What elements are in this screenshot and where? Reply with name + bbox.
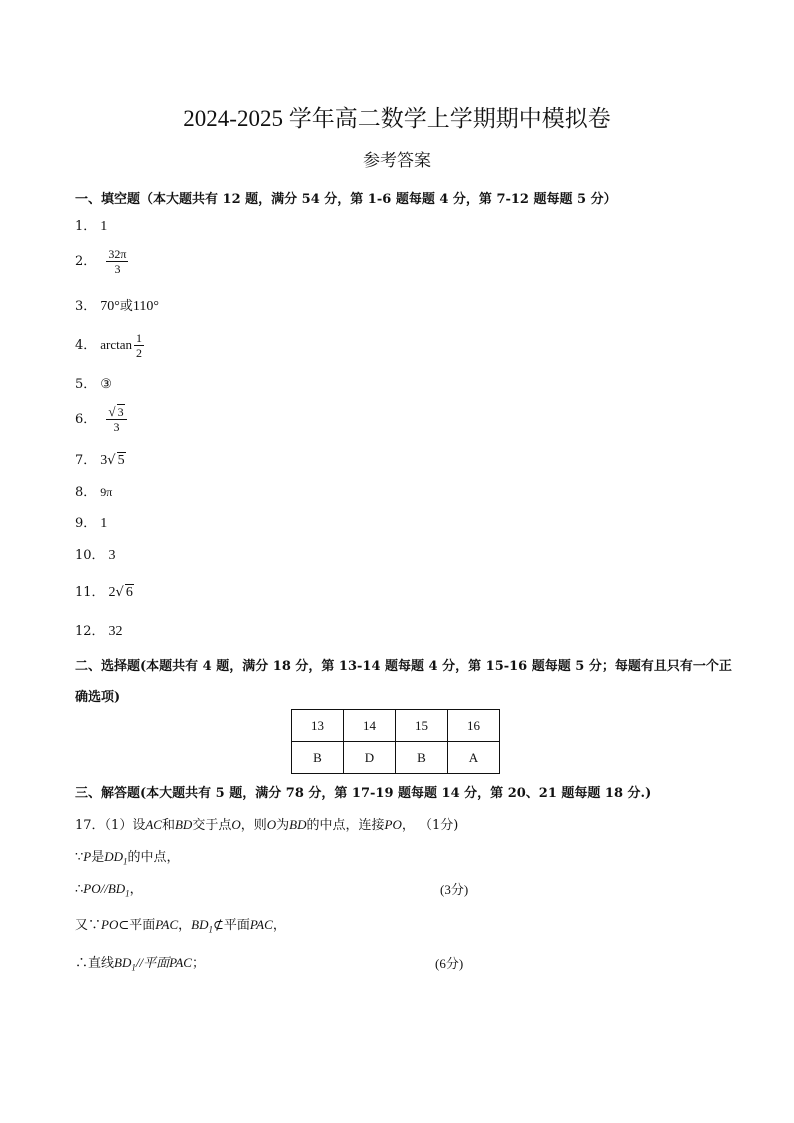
table-row	[292, 710, 500, 742]
answer-5: 5． ③	[75, 377, 112, 392]
page-title: 2024-2025 学年高二数学上学期期中模拟卷	[183, 106, 611, 131]
solution-17-line-5: ∴直线$BD_1//$平面PAC；	[75, 955, 205, 973]
table-cell: 16	[448, 710, 500, 742]
answer-3: 3． 70°或110°	[75, 299, 159, 314]
fraction: $\frac{√ 3}{3}$	[106, 405, 126, 434]
table-cell: B	[396, 742, 448, 774]
fraction: $\frac{32\pi}{3}$	[108, 247, 127, 276]
answer-7: 7． 3√ 5	[75, 453, 125, 468]
score-note: (3分)	[440, 882, 469, 897]
answer-6: 6． $\frac{√ 3}{3}$	[75, 405, 129, 434]
answer-11: 11． 2√ 6	[75, 585, 133, 600]
page-subtitle: 参考答案	[363, 151, 431, 171]
answer-2: 2． $\frac{32\pi}{3}$	[75, 247, 127, 276]
answer-4: 4． arctan $\frac{1}{2}$	[75, 331, 143, 360]
section-choice-heading: 二、选择题(本题共有 4 题，满分 18 分，第 13-14 题每题 4 分，第 15-16 题每题 5 分；每题有且只有一个正	[75, 659, 732, 674]
solution-17-line-3: $\therefore PO//BD_1$，	[75, 881, 143, 899]
table-cell: 14	[344, 710, 396, 742]
table-cell: B	[292, 742, 344, 774]
table-cell: 15	[396, 710, 448, 742]
answer-1: 1． 1	[75, 219, 108, 234]
answer-9: 9． 1	[75, 516, 108, 531]
section-choice-heading-cont: 确选项)	[75, 690, 121, 705]
solution-17-line-2: ∵P是$DD_1$的中点，	[75, 849, 180, 867]
table-cell: A	[448, 742, 500, 774]
fraction: $\frac{1}{2}$	[136, 331, 143, 360]
section-fill-heading: 一、填空题（本大题共有 12 题，满分 54 分，第 1-6 题每题 4 分，第 7-12 题每题 5 分）	[75, 192, 617, 207]
answer-8: 8． 9π	[75, 485, 113, 500]
solution-17-line-1: 17．（1）设AC和BD交于点O，则O为BD的中点，连接PO， （1分)	[75, 817, 459, 833]
answer-10: 10． 3	[75, 548, 116, 563]
answer-12: 12． 32	[75, 624, 123, 639]
choice-answer-table	[291, 709, 500, 774]
score-note: (6分)	[435, 956, 464, 971]
section-solve-heading: 三、解答题(本大题共有 5 题，满分 78 分，第 17-19 题每题 14 分，第 20、21 题每题 18 分.)	[75, 786, 652, 801]
table-cell: 13	[292, 710, 344, 742]
solution-17-line-4: 又∵PO⊂平面PAC，$BD_1⊄$平面PAC，	[75, 917, 286, 935]
table-cell: D	[344, 742, 396, 774]
table-row	[292, 742, 500, 774]
